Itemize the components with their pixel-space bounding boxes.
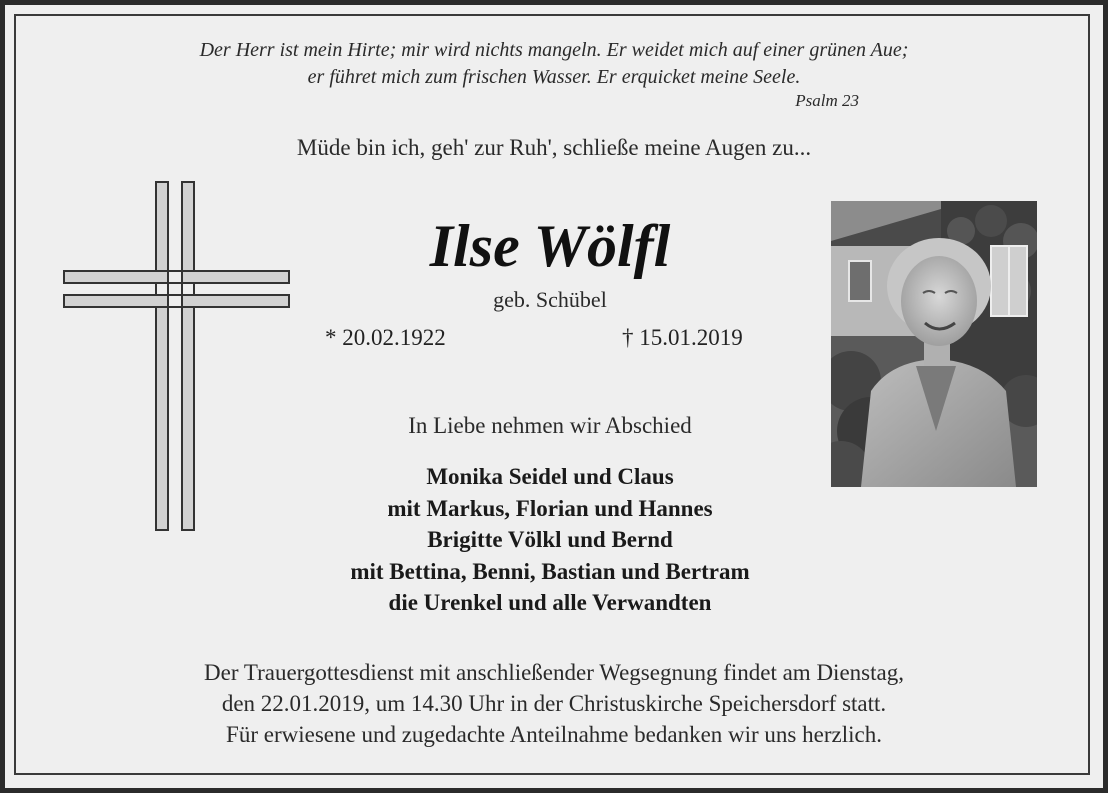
mourner-line: Brigitte Völkl und Bernd [427,527,673,552]
birth-date: * 20.02.1922 [325,325,446,350]
service-notice [5,657,1103,750]
psalm-quote [5,37,1103,91]
obituary-notice [5,5,1103,788]
portrait-photo [831,201,1037,487]
mourner-line: Monika Seidel und Claus [426,464,674,489]
mourner-line: mit Bettina, Benni, Bastian und Bertram [350,558,750,584]
farewell-line: In Liebe nehmen wir Abschied [408,413,692,438]
service-line-2: den 22.01.2019, um 14.30 Uhr in der Christuskirche Speichersdorf statt. [221,691,887,716]
psalm-reference: Psalm 23 [795,91,859,110]
deceased-name: Ilse Wölfl [429,213,671,279]
mourners-list [250,461,850,619]
mourner-line: mit Markus, Florian und Hannes [387,495,713,521]
psalm-line-2: er führet mich zum frischen Wasser. Er erquicket meine Seele. [307,66,801,88]
psalm-line-1: Der Herr ist mein Hirte; mir wird nichts mangeln. Er weidet mich auf einer grünen Aue; [199,39,909,61]
motto: Müde bin ich, geh' zur Ruh', schließe meine Augen zu... [296,135,812,160]
death-date: † 15.01.2019 [622,325,743,350]
service-line-3: Für erwiesene und zugedachte Anteilnahme bedanken wir uns herzlich. [226,722,882,747]
service-line-1: Der Trauergottesdienst mit anschließender Wegsegnung findet am Dienstag, [204,660,904,685]
mourner-line: die Urenkel und alle Verwandten [388,590,712,615]
maiden-name: geb. Schübel [493,287,607,312]
